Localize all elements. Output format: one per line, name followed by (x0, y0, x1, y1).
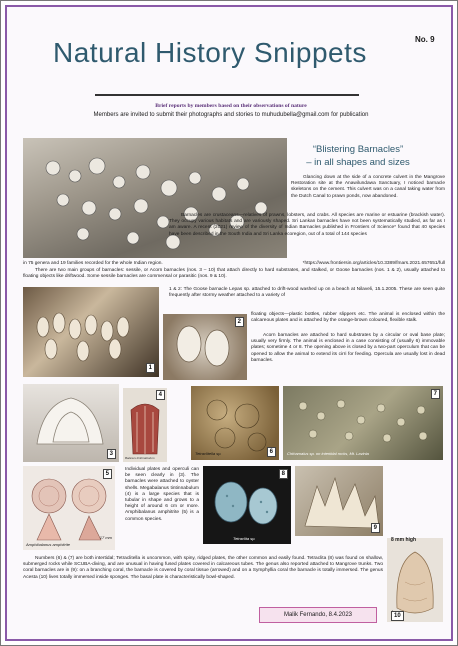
photo-number: 4 (156, 390, 165, 400)
barnacle-cluster-illustration (23, 138, 287, 258)
issue-number: No. 9 (415, 35, 435, 44)
photo-number: 5 (103, 469, 112, 479)
submission-note: Members are invited to submit their photographs and stories to muhudubella@gmail.com for publication (93, 112, 369, 118)
paragraph-goose: 1 & 2: The Goose barnacle Lepas sp. attached to drift-wood washed up on a beach at Nilaveli, 15.1.2005. These are seen quite frequently after stormy weather attached to a variety of (169, 287, 445, 299)
photo-tetraclitella (191, 386, 279, 460)
photo-caption: Tetraclitella sp. (195, 451, 222, 456)
article-subtitle: – in all shapes and sizes (306, 157, 410, 168)
paragraph-intertidal: Numbers (6) & (7) are both intertidal; Tetraclitella is uncommon, with spiny, ridged plates, the other common and easily found. Tetraclita (8) was found on shallow, submerged rocks while SCUBA-diving, and are unusual in having fused plates covered in calcareous tubes. The genus also reported attached to Mangrove trunks. Two coral barnacles are in (9): on a branching coral, the barnacle is covered by coral tissue (arrowed) and on a Symphyllia coral the barnacle is totally immersed. The genus Acesta (10) lives totally immersed inside sponges. The basal plate is characteristically bowl-shaped. (23, 556, 383, 580)
reference-link: *https://www.frontiersin.org/articles/10.3389/fmars.2021.657651/full (302, 261, 445, 266)
newsletter-frame (5, 5, 453, 641)
article-title-block (293, 143, 423, 169)
paragraph-intro: Glancing down at the side of a concrete culvert in the Mangrove Restoration site at the Anawilundawa Sanctuary, I noticed barnacle skeletons on the cement. This culvert was on a canal taking water from the Dutch Canal to prawn ponds, now abandoned. (291, 175, 445, 199)
photo-coral-barnacles (295, 466, 383, 536)
paragraph-crustaceans: Barnacles are crustaceans—relatives of prawns, lobsters, and crabs. All species are marine or estuarine (brackish water). They occupy various habitats and are variously shaped. Sri Lankan barnacles have not been systematically studied, as far as I am aware. A recent (2021) review of the diversity of Indian Barnacles published in Frontiers of Science* found that 40 species have been described in the South India and Sri Lanka ecoregion, out of a total of 144 species (169, 213, 445, 237)
photo-oyster-barnacles (23, 384, 119, 462)
photo-caption: Balanus tintinnabulum (125, 456, 155, 460)
paragraph-plates: Individual plates and operculi can be seen clearly in (3). The barnacles were attached to oyster shells. Megabalanus tintinnabulum (4) is a large species that is tubular in shape and grows to a height of around 6 cm or more. Amphibalanus amphitrite (5) is a common species. (125, 467, 199, 522)
photo-number: 9 (371, 523, 380, 533)
photo-number: 7 (431, 389, 440, 399)
photo-number: 3 (107, 449, 116, 459)
culvert-photo (23, 138, 287, 258)
photo-caption: Amphibalanus amphitrite (26, 542, 71, 547)
photo-chthamalus (283, 386, 443, 460)
photo-caption: Chthamalus sp. on intertidal rocks, Mt. Lavinia (287, 451, 369, 456)
photo-tetraclita (203, 466, 291, 544)
newsletter-subtitle: Brief reports by members based on their observations of nature (155, 103, 307, 109)
photo-number: 1 (146, 363, 155, 373)
paragraph-floating: floating objects—plastic bottles, rubber slippers etc. The animal is enclosed within the calcareous plates and is attached by the orange-brown coloured, flexible stalk. (251, 312, 445, 324)
photo-acesta (387, 538, 443, 622)
photo-goose-barnacles-2 (163, 314, 247, 380)
photo-number: 6 (267, 447, 276, 457)
photo-number: 10 (391, 611, 404, 621)
photo-goose-barnacles-1 (23, 287, 159, 377)
photo-number: 2 (235, 317, 244, 327)
title-divider (95, 94, 359, 96)
paragraph-genera: in 75 genera and 19 families recorded for the whole Indian region. (23, 261, 163, 266)
scale-label: 17 mm (99, 535, 112, 540)
photo-amphibalanus (23, 466, 115, 550)
photo-caption: Tetraclita sp. (233, 536, 256, 541)
paragraph-groups: There are two main groups of barnacles: sessile, or Acorn barnacles (nos. 3 – 10) that attach directly to hard substrates, and stalked, or Goose barnacles (nos. 1 & 2), usually attached to floating objects like driftwood. Some sessile barnacles are commensal or parasitic (nos. 9 & 10). (23, 268, 445, 280)
size-label: 8 mm high (391, 537, 417, 543)
photo-megabalanus (123, 388, 167, 462)
author-signature: Malik Fernando, 8.4.2023 (259, 607, 377, 623)
photo-number: 8 (279, 469, 288, 479)
paragraph-acorn: Acorn barnacles are attached to hard substrates by a circular or oval base plate; usually very firmly. The animal is enclosed in a case consisting of (usually 6) immovable plates; sometime 4 or 8. The opening above is closed by a two-part operculum that can be opened to allow the animal to extend its cirri for feeding. Opercula are usually lost in dead barnacles. (251, 333, 445, 363)
article-title: “Blistering Barnacles” (312, 144, 404, 155)
newsletter-title: Natural History Snippets (53, 37, 367, 68)
